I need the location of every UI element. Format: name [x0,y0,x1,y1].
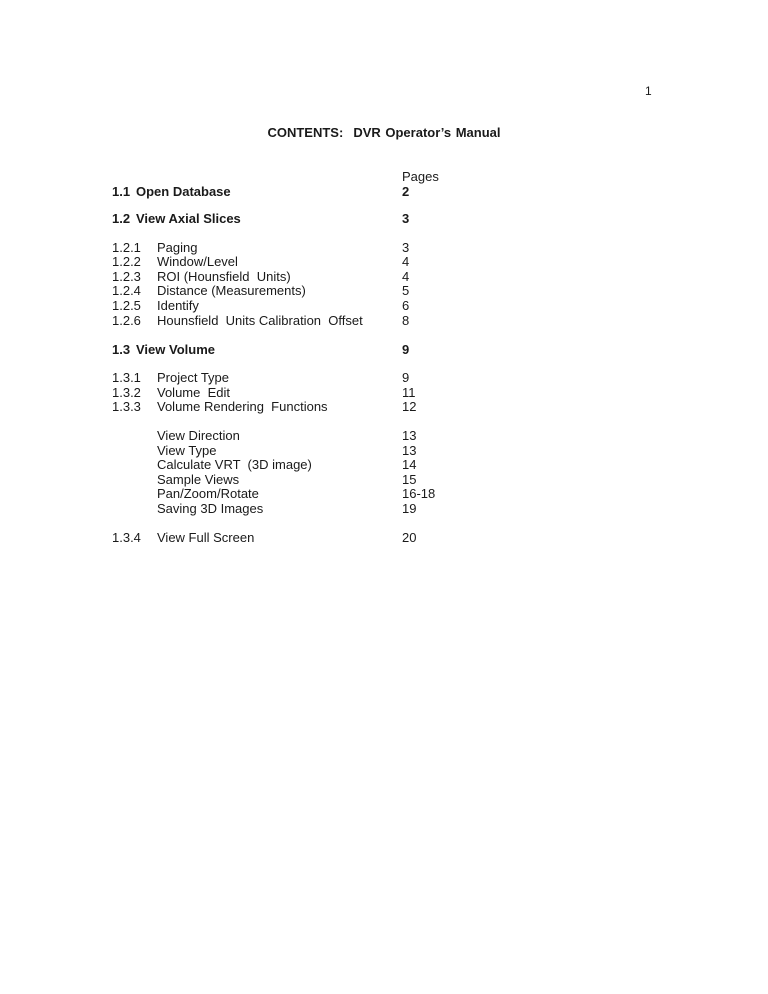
toc-entry-page: 3 [402,211,410,226]
toc-entry-page: 4 [402,269,410,284]
toc-entry-label: View Full Screen [157,530,255,545]
toc-entry-label: View Direction [157,428,240,443]
toc-entry-label: Volume Rendering Functions [157,399,328,414]
toc-entry-page: 3 [402,240,410,255]
toc-entry [112,399,612,414]
title-text: DVR Operator’s Manual [353,125,501,140]
toc-entry [112,342,612,357]
toc-entry [112,486,612,501]
toc-entry-label: Pan/Zoom/Rotate [157,486,259,501]
toc-entry-label: Identify [157,298,199,313]
toc-entry-label: Paging [157,240,198,255]
toc-entry [112,240,612,255]
toc-entry-page: 8 [402,313,410,328]
toc-entry-label: ROI (Hounsfield Units) [157,269,291,284]
toc-entry [112,385,612,400]
toc-entry-page: 2 [402,184,410,199]
toc-entry-label: View Volume [136,342,215,357]
toc-entry-page: 13 [402,443,417,458]
toc-entry [112,457,612,472]
toc-entry [112,370,612,385]
toc-entry-number: 1.1 [112,184,131,199]
toc-entry-label: Calculate VRT (3D image) [157,457,312,472]
toc-entry-page: 13 [402,428,417,443]
toc-entry-label: Distance (Measurements) [157,283,306,298]
toc-entry-page: 4 [402,254,410,269]
toc-entry-number: 1.2 [112,211,131,226]
toc-entry-number: 1.2.2 [112,254,141,269]
toc-entry-page: 20 [402,530,417,545]
toc-entry-label: Hounsfield Units Calibration Offset [157,313,363,328]
toc-entry [112,443,612,458]
toc-entry [112,530,612,545]
toc-entry [112,501,612,516]
title-prefix: CONTENTS: [267,125,344,140]
toc-entry [112,472,612,487]
toc-entry-page: 11 [402,385,416,400]
pages-column-header: Pages [402,169,439,184]
toc-entry [112,254,612,269]
toc-entry-number: 1.2.1 [112,240,141,255]
toc-entry [112,269,612,284]
toc-entry-number: 1.2.6 [112,313,141,328]
toc-entry-label: View Axial Slices [136,211,241,226]
toc-entry-page: 12 [402,399,417,414]
toc-entry-label: Sample Views [157,472,240,487]
toc-entry-number: 1.3.2 [112,385,141,400]
toc-entry [112,283,612,298]
toc-entry-number: 1.2.4 [112,283,141,298]
document-title [0,125,768,140]
toc-entry [112,184,612,199]
toc-entry-number: 1.3.4 [112,530,141,545]
toc-entry-label: Project Type [157,370,230,385]
toc-entry-page: 15 [402,472,417,487]
toc-entry-page: 9 [402,342,410,357]
toc-entry-page: 5 [402,283,410,298]
toc-entry-page: 6 [402,298,410,313]
toc-entry [112,313,612,328]
page-number: 1 [645,84,652,98]
toc-entry-number: 1.2.5 [112,298,141,313]
toc-entry-page: 14 [402,457,417,472]
toc-entry-label: Open Database [136,184,231,199]
toc-entry [112,298,612,313]
toc-entry-page: 16-18 [402,486,436,501]
toc-entry-number: 1.2.3 [112,269,141,284]
toc-entry-label: Saving 3D Images [157,501,264,516]
toc-entry-number: 1.3.1 [112,370,141,385]
toc-entry-page: 19 [402,501,417,516]
toc-entry-page: 9 [402,370,410,385]
toc-entry-number: 1.3.3 [112,399,141,414]
toc-entry-number: 1.3 [112,342,131,357]
toc-entry-label: Window/Level [157,254,238,269]
toc-entry [112,428,612,443]
toc-entry-label: View Type [157,443,217,458]
toc-entry-label: Volume Edit [157,385,230,400]
toc-entry [112,211,612,226]
